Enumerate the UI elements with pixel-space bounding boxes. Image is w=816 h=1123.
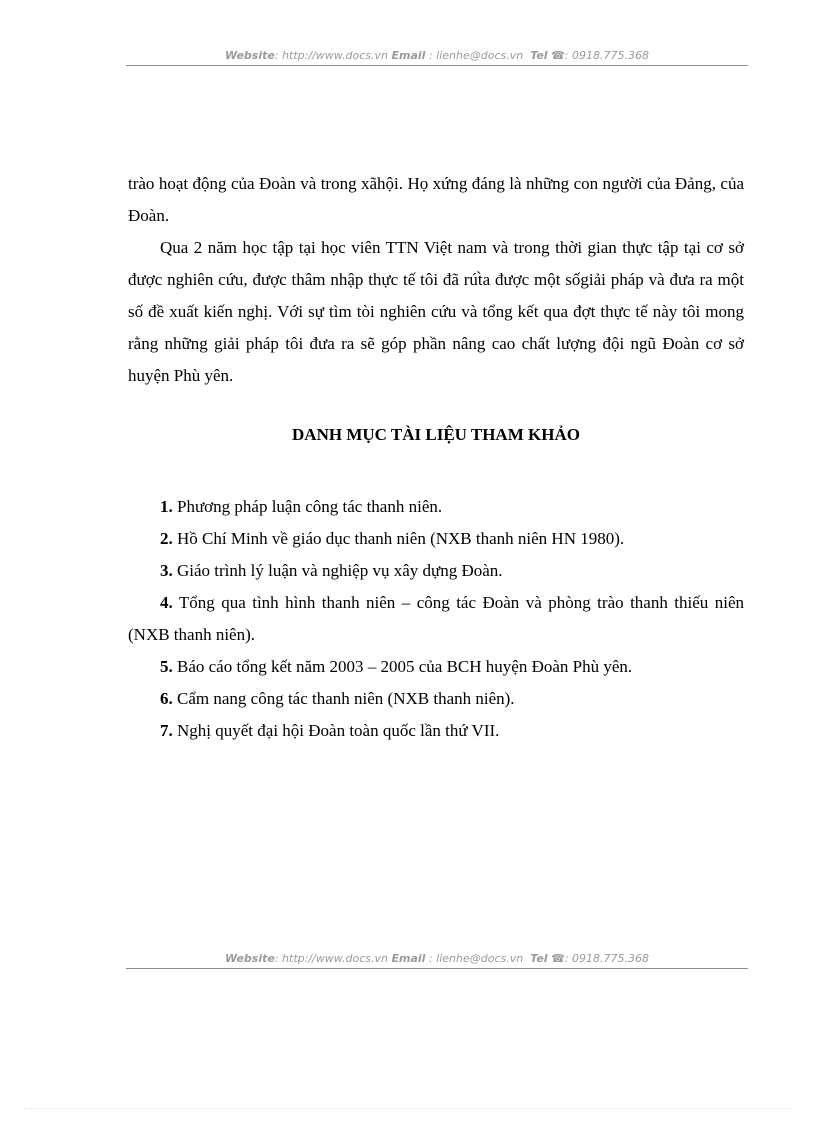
email-label: Email: [391, 952, 426, 965]
website-url[interactable]: : http://www.docs.vn: [274, 49, 389, 62]
email-address[interactable]: : lienhe@docs.vn: [425, 952, 524, 965]
page-footer: [126, 952, 748, 969]
list-item-text: Cẩm nang công tác thanh niên (NXB thanh niên).: [177, 689, 515, 708]
list-item-number: 6.: [160, 689, 173, 708]
phone-icon: ☎: [551, 952, 565, 965]
list-item-text: Tổng qua tình hình thanh niên – công tác Đoàn và phòng trào thanh thiếu niên (NXB thanh niên).: [128, 593, 744, 644]
list-item-number: 1.: [160, 497, 173, 516]
list-item-text: Hồ Chí Minh về giáo dục thanh niên (NXB thanh niên HN 1980).: [177, 529, 625, 548]
list-item: [128, 683, 744, 715]
list-item-number: 7.: [160, 721, 173, 740]
list-item: [128, 651, 744, 683]
list-item: [128, 587, 744, 651]
tel-label: Tel: [530, 952, 548, 965]
list-item-text: Nghị quyết đại hội Đoàn toàn quốc lần thứ VII.: [177, 721, 500, 740]
list-item-text: Giáo trình lý luận và nghiệp vụ xây dựng Đoàn.: [177, 561, 503, 580]
page-bottom-divider: [24, 1108, 792, 1109]
list-item-text: Báo cáo tổng kết năm 2003 – 2005 của BCH huyện Đoàn Phù yên.: [177, 657, 633, 676]
tel-number: : 0918.775.368: [564, 49, 649, 62]
list-item-text: Phương pháp luận công tác thanh niên.: [177, 497, 443, 516]
list-item: [128, 523, 744, 555]
body-paragraphs: [128, 168, 744, 392]
list-item: [128, 491, 744, 523]
list-item-number: 2.: [160, 529, 173, 548]
website-label: Website: [225, 952, 275, 965]
tel-label: Tel: [530, 49, 548, 62]
website-url[interactable]: : http://www.docs.vn: [274, 952, 389, 965]
phone-icon: ☎: [551, 49, 565, 62]
references-title: DANH MỤC TÀI LIỆU THAM KHẢO: [292, 425, 580, 444]
tel-number: : 0918.775.368: [564, 952, 649, 965]
email-address[interactable]: : lienhe@docs.vn: [425, 49, 524, 62]
list-item: [128, 555, 744, 587]
list-item: [128, 715, 744, 747]
list-item-number: 5.: [160, 657, 173, 676]
list-item-number: 3.: [160, 561, 173, 580]
website-label: Website: [225, 49, 275, 62]
paragraph: trào hoạt động của Đoàn và trong xãhội. Họ xứng đáng là những con người của Đảng, của Đoàn.: [128, 174, 744, 225]
page-header: [126, 49, 748, 66]
list-item-number: 4.: [160, 593, 173, 612]
email-label: Email: [391, 49, 426, 62]
paragraph: Qua 2 năm học tập tại học viên TTN Việt nam và trong thời gian thực tập tại cơ sở được nghiên cứu, được thâm nhập thực tế tôi đã rút̀a được một sốgiải pháp và đưa ra một số đề xuất kiến nghị. Với sự tìm tòi nghiên cứu và tổng kết qua đợt thực tế này tôi mong rằng những giải pháp tôi đưa ra sẽ góp phần nâng cao chất lượng đội ngũ Đoàn cơ sở huyện Phù yên.: [128, 238, 744, 385]
references-list: [128, 491, 744, 747]
